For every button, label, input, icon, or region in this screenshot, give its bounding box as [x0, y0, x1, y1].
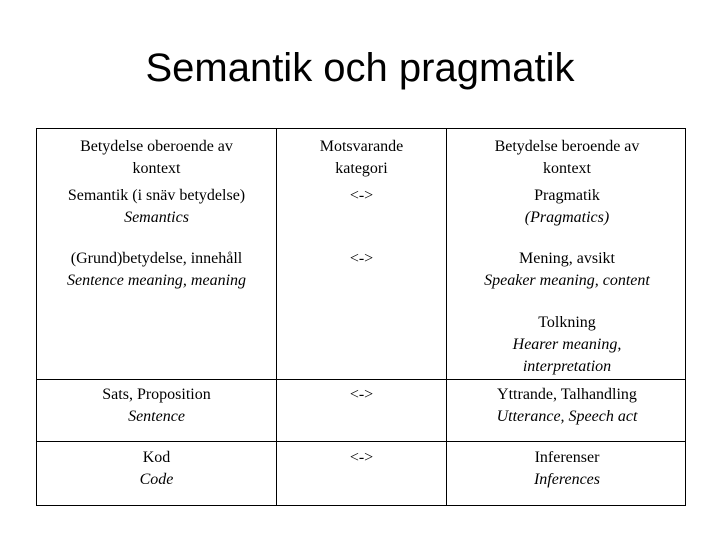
row-semantics-arrow: <-> — [349, 187, 374, 204]
row-sentence-arrow: <-> — [349, 386, 374, 403]
row-sentence-left: Sats, Proposition Sentence — [102, 386, 211, 425]
comparison-table — [36, 128, 686, 506]
row-divider-1 — [37, 379, 685, 380]
header-corresponding-category: Motsvarande kategori — [319, 138, 404, 177]
row-meaning-right: Mening, avsikt Speaker meaning, content — [484, 250, 650, 289]
row-semantics-right: Pragmatik (Pragmatics) — [524, 187, 610, 226]
row-meaning-left: (Grund)betydelse, innehåll Sentence meaning, meaning — [66, 250, 247, 289]
header-dependent-meaning: Betydelse beroende av kontext — [494, 138, 640, 177]
row-divider-2 — [37, 441, 685, 442]
header-independent-meaning: Betydelse oberoende av kontext — [80, 138, 233, 177]
row-meaning-arrow: <-> — [349, 250, 374, 267]
row-code-left: Kod Code — [139, 449, 174, 488]
row-code-arrow: <-> — [349, 449, 374, 466]
row-interpretation-right: Tolkning Hearer meaning, interpretation — [512, 314, 622, 375]
row-semantics-left: Semantik (i snäv betydelse) Semantics — [67, 187, 246, 226]
row-sentence-right: Yttrande, Talhandling Utterance, Speech act — [496, 386, 638, 425]
row-code-right: Inferenser Inferences — [533, 449, 601, 488]
slide-title: Semantik och pragmatik — [145, 46, 575, 90]
